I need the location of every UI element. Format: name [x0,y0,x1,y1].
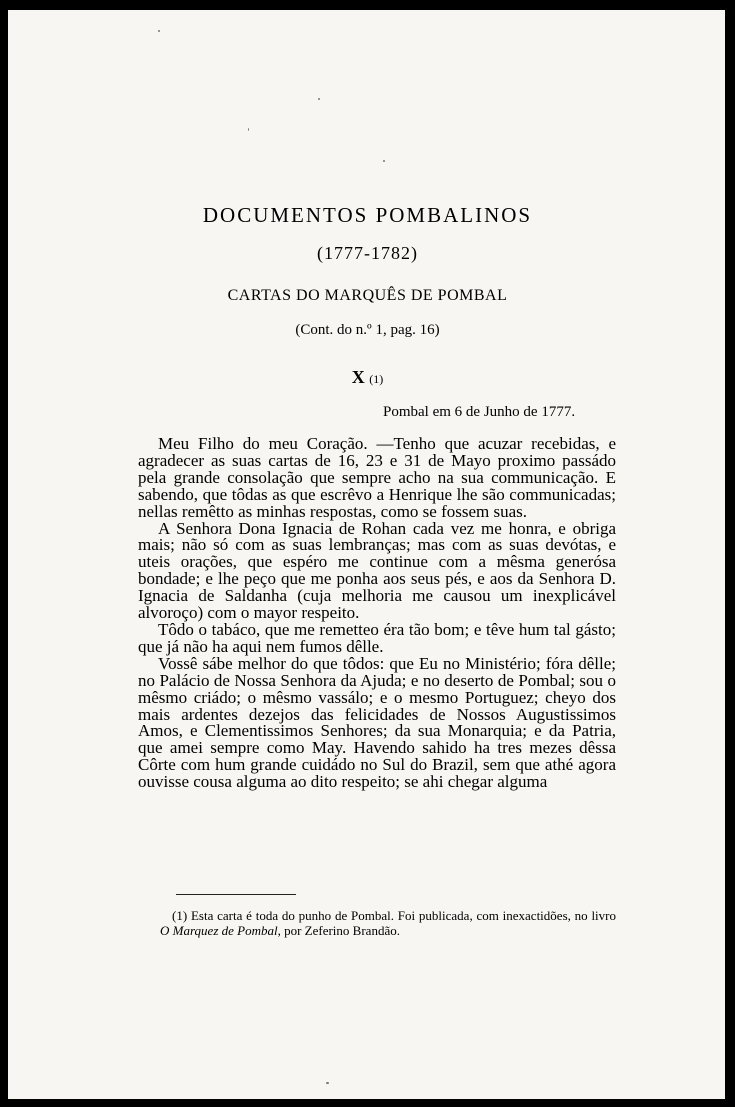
continuation-note: (Cont. do n.º 1, pag. 16) [295,322,440,338]
paragraph: A Senhora Dona Ignacia de Rohan cada vez me honra, e obriga mais; não só com as suas lembranças; mas com as suas devótas, e uteis orações, que espéro me continue com a mêsma generósa bondade; e lhe peço que me ponha aos seus pés, e aos da Senhora D. Ignacia de Saldanha (cuja melhoria me causou um inexplicável alvoroço) com o mayor respeito. [138,518,616,623]
paper-speck [318,98,320,100]
paragraph: Tôdo o tabáco, que me remetteo éra tão bom; e têve hum tal gásto; que já não ha aqui nem fumos dêlle. [138,619,616,656]
paper-speck [158,30,160,32]
footnote-text: Esta carta é toda do punho de Pombal. Foi publicada, com inexactidões, no livro [190,908,616,923]
paper-speck [248,128,249,131]
paragraph: Meu Filho do meu Coração. —Tenho que acuzar recebidas, e agradecer as suas cartas de 16, 23 e 31 de Mayo proximo passádo pela grande consolação que sempre acho na sua communicação. E sabendo, que tôdas as que escrêvo a Henrique lhe são communicadas; nellas remêtto as minhas respostas, como se fossem suas. [138,434,616,521]
footnote-reference: (1) [369,372,384,386]
footnote [160,908,616,938]
paragraph: Vossê sábe melhor do que tôdos: que Eu no Ministério; fóra dêlle; no Palácio de Nossa Senhora da Ajuda; e no deserto de Pombal; sou o mêsmo criádo; o mêsmo vassálo; e o mesmo Portuguez; cheyo dos mais ardentes dezejos das felicidades de Nossos Augustissimos Amos, e Clementissimos Senhores; da sua Monarquia; e da Patria, que amei sempre como May. Havendo sahido ha tres mezes dêssa Côrte com hum grande cuidádo no Sul do Brazil, sem que athé agora ouvisse cousa alguma ao dito respeito; se ahi chegar alguma [138,653,616,792]
letter-heading [0,367,735,388]
footnote-divider [176,894,296,895]
letter-body [138,436,616,791]
section-subtitle: CARTAS DO MARQUÊS DE POMBAL [227,287,508,304]
paper-speck [383,160,385,162]
footnote-text-end: por Zeferino Brandão. [284,923,400,938]
document-title: DOCUMENTOS POMBALINOS [202,203,533,227]
date-range: (1777-1782) [317,243,418,263]
footnote-marker: (1) [172,908,188,923]
footnote-book-title: O Marquez de Pombal, [160,923,281,938]
paper-speck [326,1082,329,1084]
letter-number: X [351,367,365,387]
letter-dateline: Pombal em 6 de Junho de 1777. [383,404,576,420]
